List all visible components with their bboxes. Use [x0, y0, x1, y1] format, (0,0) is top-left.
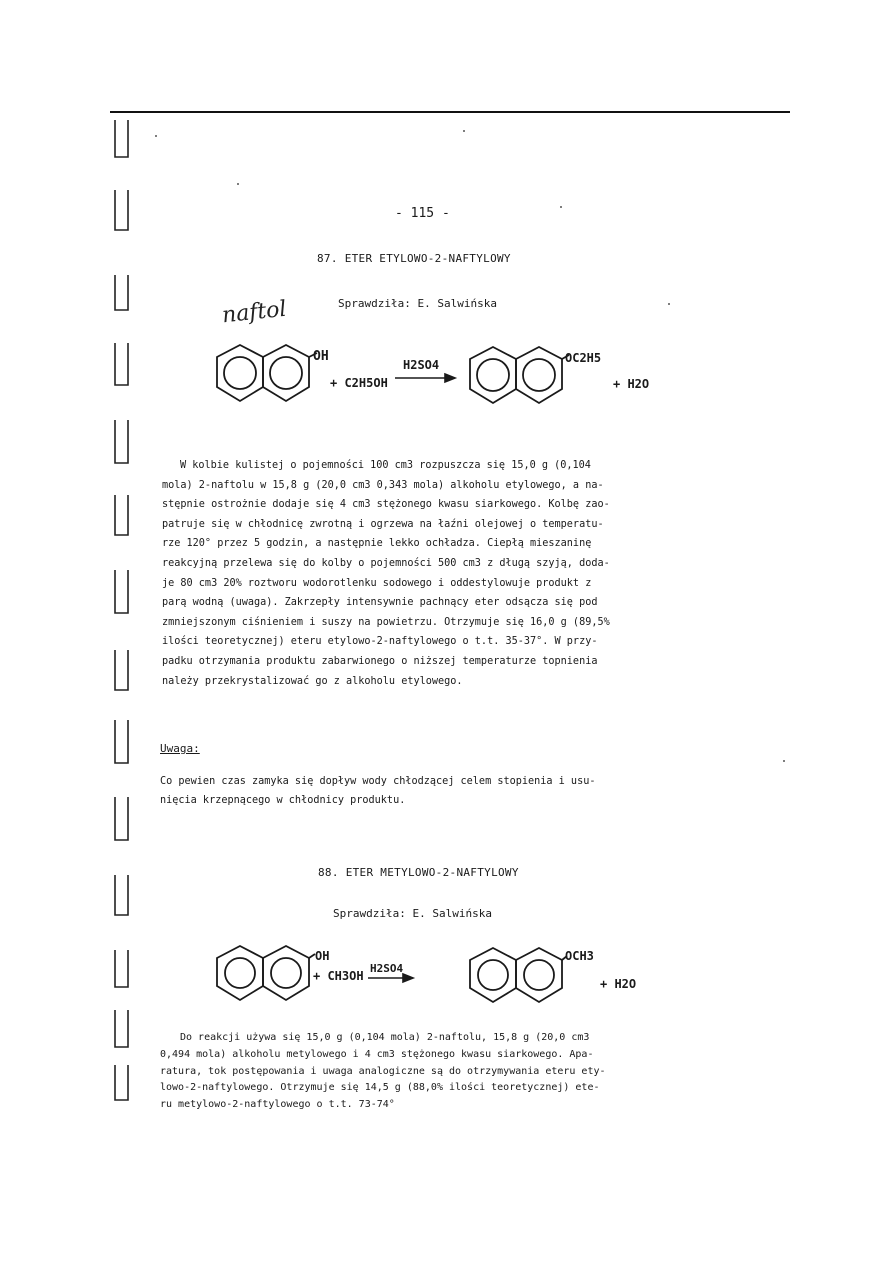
- product-group-label: OC2H5: [565, 351, 602, 365]
- section-87-credit: Sprawdziła: E. Salwińska: [338, 297, 497, 310]
- reagent-label-88: + CH3OH: [313, 969, 364, 983]
- paragraph-line: reakcyjną przelewa się do kolby o pojemności 500 cm3 z długą szyją, doda-: [162, 557, 610, 569]
- paragraph-line: padku otrzymania produktu zabarwionego o niższej temperaturze topnienia: [162, 655, 598, 667]
- note-line: nięcia krzepnącego w chłodnicy produktu.: [160, 795, 406, 806]
- scan-speck: [463, 130, 465, 132]
- handwritten-note: naftol: [220, 296, 288, 329]
- binder-holes-graphic: [110, 115, 132, 1105]
- paragraph-line: W kolbie kulistej o pojemności 100 cm3 rozpuszcza się 15,0 g (0,104: [180, 460, 591, 471]
- paragraph-line: ratura, tok postępowania i uwaga analogiczne są do otrzymywania eteru ety-: [160, 1065, 606, 1077]
- reaction-arrow: [395, 374, 455, 382]
- paragraph-line: ilości teoretycznej) eteru etylowo-2-naftylowego o t.t. 35-37°. W przy-: [162, 636, 598, 648]
- reaction-arrow-88: [368, 974, 413, 982]
- catalyst-label-88: H2SO4: [370, 962, 404, 975]
- paragraph-line: stępnie ostrożnie dodaje się 4 cm3 stężonego kwasu siarkowego. Kolbę zao-: [162, 499, 610, 511]
- ether-product-structure: [470, 347, 569, 403]
- scan-speck: [237, 183, 239, 185]
- paragraph-line: patruje się w chłodnicę zwrotną i ogrzewa na łaźni olejowej o temperatu-: [162, 518, 604, 530]
- section-88-credit: Sprawdziła: E. Salwińska: [333, 907, 492, 920]
- note-text: [160, 772, 685, 810]
- product-group-label-88: OCH3: [565, 949, 594, 963]
- paragraph-line: parą wodną (uwaga). Zakrzepły intensywnie pachnący eter odsącza się pod: [162, 597, 598, 609]
- scan-speck: [783, 760, 785, 762]
- paragraph-line: ru metylowo-2-naftylowego o t.t. 73-74°: [160, 1099, 395, 1111]
- reaction-87-scheme: [205, 335, 665, 430]
- ether-product-structure-88: [470, 948, 567, 1002]
- paragraph-line: 0,494 mola) alkoholu metylowego i 4 cm3 stężonego kwasu siarkowego. Apa-: [160, 1048, 594, 1060]
- section-87-paragraph: [162, 456, 682, 691]
- naphthol-structure-88: [217, 946, 315, 1000]
- note-line: Co pewien czas zamyka się dopływ wody chłodzącej celem stopienia i usu-: [160, 776, 596, 787]
- section-87-title: 87. ETER ETYLOWO-2-NAFTYLOWY: [317, 252, 511, 265]
- byproduct-label: + H2O: [613, 377, 650, 391]
- paragraph-line: je 80 cm3 20% roztworu wodorotlenku sodowego i oddestylowuje produkt z: [162, 577, 592, 589]
- reagent-label: + C2H5OH: [330, 376, 388, 390]
- paragraph-line: należy przekrystalizować go z alkoholu etylowego.: [162, 675, 463, 687]
- oh-group-label-88: OH: [315, 949, 330, 963]
- top-rule: [110, 111, 790, 113]
- note-heading: Uwaga:: [160, 742, 200, 755]
- paragraph-line: rze 120° przez 5 godzin, a następnie lekko ochładza. Ciepłą mieszaninę: [162, 538, 592, 550]
- page-number: - 115 -: [395, 206, 450, 221]
- section-88-title: 88. ETER METYLOWO-2-NAFTYLOWY: [318, 866, 519, 879]
- scan-speck: [668, 303, 670, 305]
- section-88-paragraph: [160, 1030, 682, 1116]
- paragraph-line: zmniejszonym ciśnieniem i suszy na powietrzu. Otrzymuje się 16,0 g (89,5%: [162, 616, 610, 628]
- catalyst-label: H2SO4: [403, 358, 440, 372]
- scan-speck: [155, 135, 157, 137]
- binder-holes: [110, 115, 132, 1105]
- paragraph-line: lowo-2-naftylowego. Otrzymuje się 14,5 g (88,0% ilości teoretycznej) ete-: [160, 1082, 600, 1094]
- naphthol-structure: [217, 345, 317, 401]
- scan-speck: [560, 206, 562, 208]
- byproduct-label-88: + H2O: [600, 977, 637, 991]
- paragraph-line: Do reakcji używa się 15,0 g (0,104 mola) 2-naftolu, 15,8 g (20,0 cm3: [180, 1032, 590, 1043]
- oh-group-label: OH: [313, 349, 329, 364]
- paragraph-line: mola) 2-naftolu w 15,8 g (20,0 cm3 0,343 mola) alkoholu etylowego, a na-: [162, 479, 604, 491]
- reaction-88-scheme: [205, 938, 665, 1018]
